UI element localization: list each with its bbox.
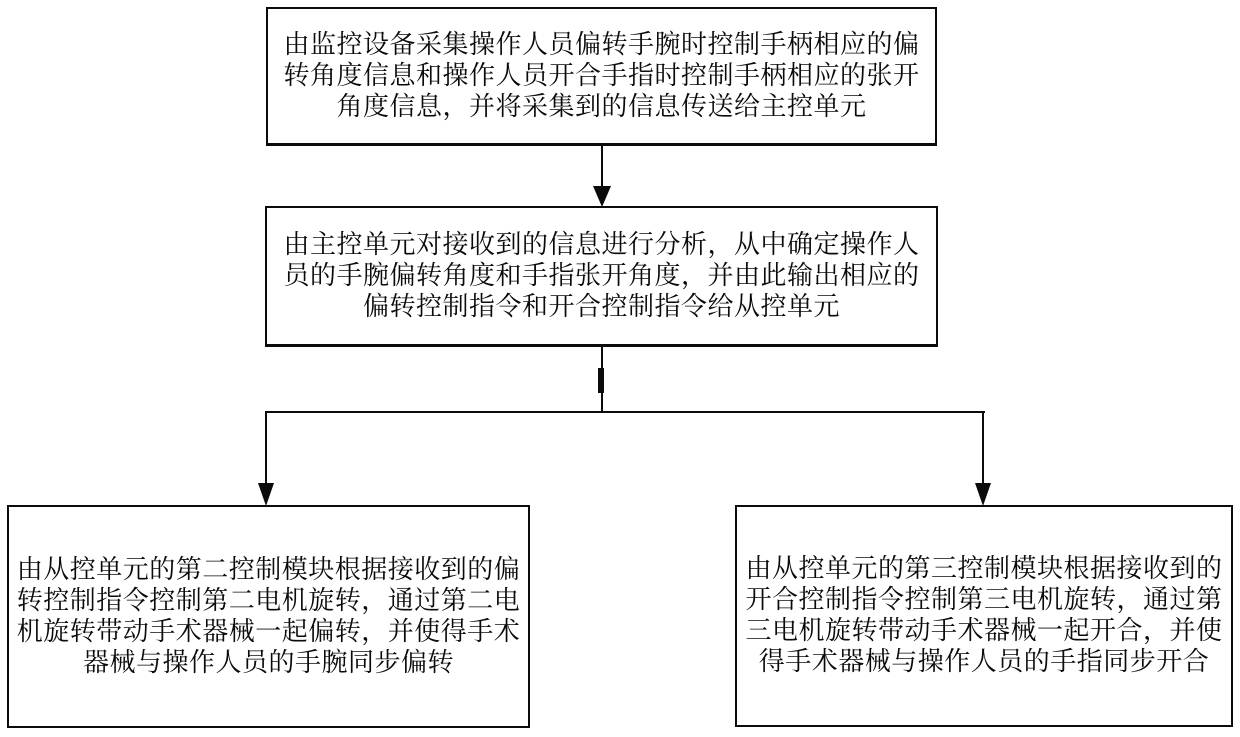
arrow-1-stem (601, 146, 603, 186)
arrow-1-down-arrowhead-icon (593, 186, 611, 207)
box-text-line: 员的手腕偏转角度和手指张开角度，并由此输出相应的 (283, 260, 920, 291)
box-text-line: 由从控单元的第三控制模块根据接收到的 (745, 554, 1223, 584)
branch-stem-thick-segment (598, 368, 604, 393)
box-text-line: 由监控设备采集操作人员偏转手腕时控制手柄相应的偏 (283, 29, 920, 60)
branch-right-drop (982, 411, 984, 483)
box-text-line: 得手术器械与操作人员的手指同步开合 (758, 647, 1210, 677)
branch-left-drop (265, 411, 267, 483)
box-text-line: 由从控单元的第二控制模块根据接收到的偏 (16, 554, 521, 585)
box-text-line: 转控制指令控制第二电机旋转，通过第二电 (16, 585, 521, 616)
box-text-line: 角度信息，并将采集到的信息传送给主控单元 (336, 91, 867, 122)
branch-right-down-arrowhead-icon (975, 483, 991, 506)
process-box-analyze (265, 206, 938, 347)
box-text-line: 三电机旋转带动手术器械一起开合，并使 (745, 616, 1223, 646)
box-text-line: 由主控单元对接收到的信息进行分析，从中确定操作人 (283, 229, 920, 260)
box-text-line: 器械与操作人员的手腕同步偏转 (82, 647, 454, 678)
box-text-line: 偏转控制指令和开合控制指令给从控单元 (362, 291, 840, 322)
box-text-line: 机旋转带动手术器械一起偏转，并使得手术 (16, 616, 521, 647)
process-box-yaw-sync (7, 505, 530, 728)
process-box-collect (266, 7, 937, 146)
box-text-line: 转角度信息和操作人员开合手指时控制手柄相应的张开 (283, 60, 920, 91)
branch-left-down-arrowhead-icon (258, 483, 274, 506)
branch-horizontal-line (265, 411, 985, 413)
box-text-line: 开合控制指令控制第三电机旋转，通过第 (745, 585, 1223, 615)
process-box-openclose-sync (735, 505, 1233, 727)
